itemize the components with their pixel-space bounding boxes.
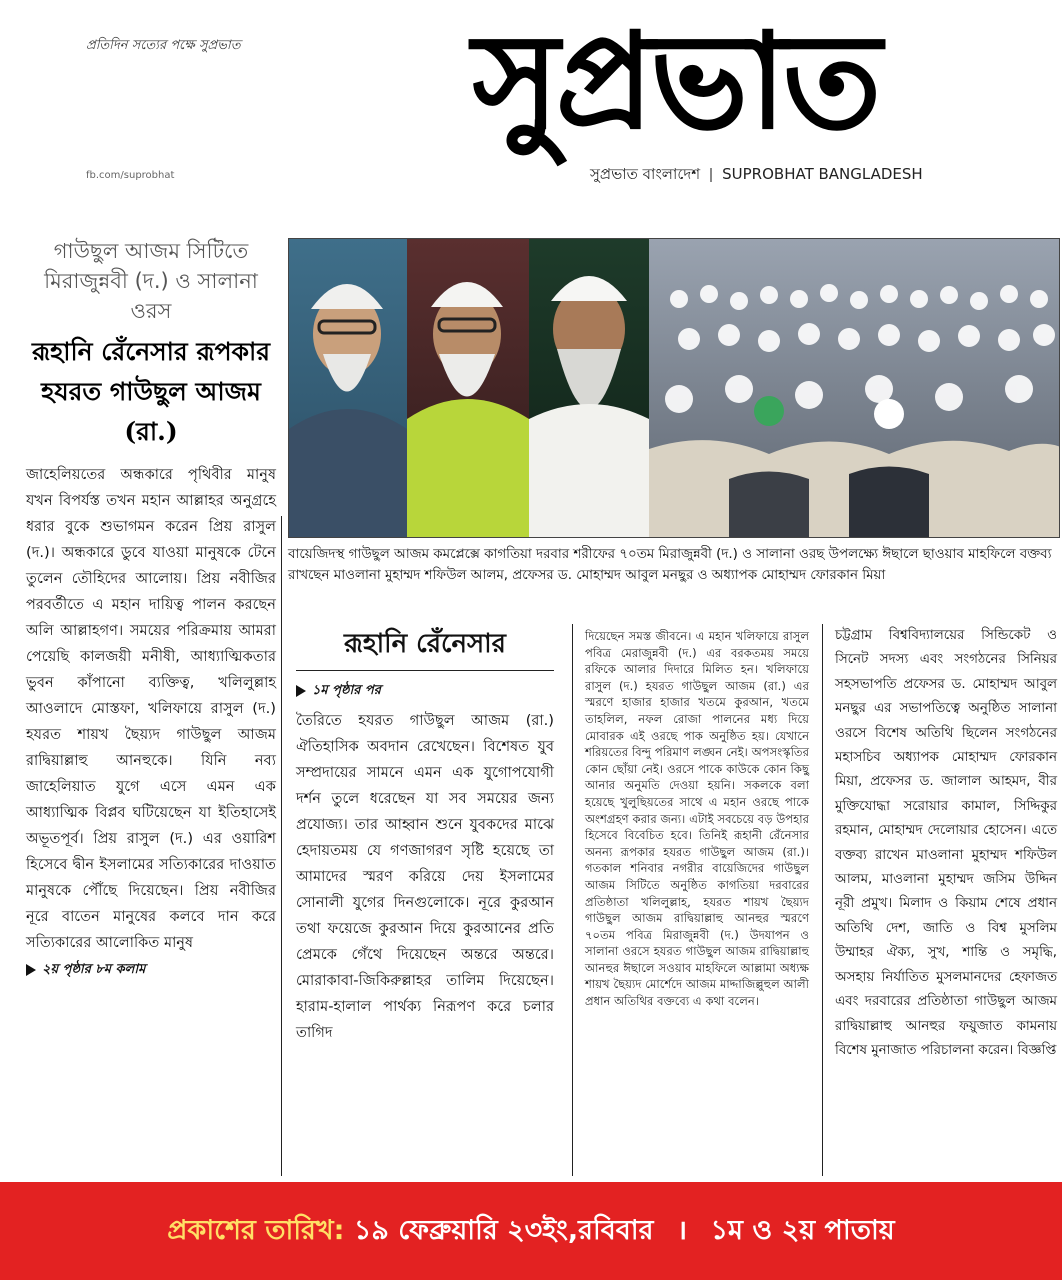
- story-headline: রূহানি রেঁনেসার রূপকার হযরত গাউছুল আজম (রা.): [31, 337, 271, 446]
- photo-caption: বায়েজিদস্থ গাউছুল আজম কমপ্লেক্সে কাগতিয়া দরবার শরীফের ৭০তম মিরাজুন্নবী (দ.) ও সালানা ওরছ উপলক্ষ্যে ঈছালে ছাওয়াব মাহফিলে বক্তব্য রাখছেন মাওলানা মুহাম্মদ শফিউল আলম, প্রফেসর ড. মোহাম্মদ আবুল মনছুর ও অধ্যাপক মোহাম্মদ ফোরকান মিয়া: [288, 547, 1052, 583]
- banner-pages: ১ম ও ২য় পাতায়: [710, 1215, 895, 1246]
- triangle-icon: [26, 964, 36, 976]
- banner-text: [0, 1182, 1062, 1280]
- banner-date: ১৯ ফেব্রুয়ারি ২৩ইং,রবিবার: [353, 1215, 654, 1246]
- jump-text: ২য় পৃষ্ঠার ৮ম কলাম: [42, 962, 146, 977]
- masthead-subtitle-en: SUPROBHAT BANGLADESH: [722, 165, 923, 183]
- masthead-subtitle: [590, 163, 923, 188]
- column-divider: [822, 624, 823, 1176]
- news-photo: [288, 238, 1060, 538]
- triangle-icon: [296, 685, 306, 697]
- banner-label: প্রকাশের তারিখ:: [167, 1215, 345, 1246]
- column-divider: [572, 624, 573, 1176]
- continued-from: [296, 681, 554, 702]
- continued-from-text: ১ম পৃষ্ঠার পর: [312, 683, 381, 698]
- story-body: জাহেলিয়তের অন্ধকারে পৃথিবীর মানুষ যখন বিপর্যস্ত তখন মহান আল্লাহর অনুগ্রহে ধরার বুকে শুভাগমন করেন প্রিয় রাসুল (দ.)। অন্ধকারে ডুবে যাওয়া মানুষকে টেনে তুলেন তৌহিদের আলোয়। প্রিয় নবীজির পরবর্তীতে এ মহান দায়িত্ব পালন করছেন অলি আল্লাহগণ। সময়ের পরিক্রমায় আমরা পেয়েছি কালজয়ী মনীষী, আধ্যাত্মিকতার ভুবন কাঁপানো ব্যক্তিত্ব, খলিলুল্লাহ আওলাদে মোস্তফা, খলিফায়ে রাসুল (দ.) হযরত শায়খ ছৈয়্যদ গাউছুল আজম রাদ্বিয়াল্লাহু আনহুকে। যিনি নব্য জাহেলিয়াত যুগে এসে এমন এক আধ্যাত্মিক বিপ্লব ঘটিয়েছেন যা ইতিহাসেই অভূতপূর্ব। প্রিয় রাসুল (দ.) এর ওয়ারিশ হিসেবে দ্বীন ইসলামের সত্যিকারের দাওয়াত মানুষকে পৌঁছে দিয়েছেন। প্রিয় নবীজির নূরে বাতেন মানুষের কলবে দান করে সত্যিকারের আলোকিত মানুষ: [26, 466, 276, 951]
- continued-story: [296, 624, 554, 1176]
- continued-heading: রূহানি রেঁনেসার: [296, 624, 554, 671]
- jump-line: [26, 960, 276, 981]
- continued-body-col3: দিয়েছেন সমস্ত জীবনে। এ মহান খলিফায়ে রাসুল পবিত্র মেরাজুন্নবী (দ.) এর বরকতময় সময়ে রফিকে আলার দিদারে মিলিত হন। খলিফায়ে রাসুল (দ.) হযরত গাউছুল আজম (রা.) এর স্মরণে হাজার হাজার খতমে কুরআন, খতমে তাহলিল, নফল রোজা পালনের মধ্য দিয়ে মোবারক এই ওরছে পাক অনুষ্ঠিত হয়। যেখানে শরিয়তের বিন্দু পরিমাণ লঙ্ঘন নেই। অপসংস্কৃতির কোন ছোঁয়া নেই। ওরসে পাকে কাউকে কোন কিছু আনার অনুমতি দেওয়া হয়নি। সকলকে বলা হয়েছে খুলুছিয়তের সাথে এ মহান ওরছে পাকে অংশগ্রহণ করার জন্য। এটাই সবচেয়ে বড় উপহার হিসেবে বিবেচিত হবে। তিনিই রূহানী রেঁনেসার অনন্য রূপকার হযরত গাউছুল আজম (রা.)। গতকাল শনিবার নগরীর বায়েজিদের গাউছুল আজম সিটিতে অনুষ্ঠিত কাগতিয়া দরবারের প্রতিষ্ঠাতা খলিলুল্লাহ, হযরত শায়খ ছৈয়্যদ গাউছুল আজম রাদ্বিয়াল্লাহু আনহুর স্মরণে ৭০তম পবিত্র মিরাজুন্নবী (দ.) উদযাপন ও সালানা ওরসে হযরত গাউছুল আজম রাদ্বিয়াল্লাহু আনহুর ঈছালে সওয়াব মাহফিলে আল্লামা অধ্যক্ষ শায়খ ছৈয়্যদ মোর্শেদে আজম মাদ্দাজিল্লুহুল আলী প্রধান অতিথির বক্তব্যে এ কথা বলেন।: [585, 629, 809, 1009]
- newspaper-logo: সুপ্রভাত: [472, 4, 878, 159]
- lead-story: [26, 236, 276, 1176]
- banner-separator: ।: [676, 1215, 688, 1246]
- masthead-tagline: প্রতিদিন সত্যের পক্ষে সুপ্রভাত: [86, 38, 241, 53]
- publication-date-banner: [0, 1182, 1062, 1280]
- masthead-url: fb.com/suprobhat: [86, 170, 175, 181]
- masthead: [0, 0, 1062, 200]
- column-divider: [281, 516, 282, 1176]
- photo-illustration: [289, 239, 1060, 538]
- divider: [710, 168, 712, 182]
- continued-body-col2: তৈরিতে হযরত গাউছুল আজম (রা.) ঐতিহাসিক অবদান রেখেছেন। বিশেষত যুব সম্প্রদায়ের সামনে এমন এক যুগোপযোগী দর্শন তুলে ধরেছেন যা সব সময়ের জন্য প্রযোজ্য। তার আহ্বান শুনে যুবকদের মাঝে হেদায়তময় যে গণজাগরণ সৃষ্টি হয়েছে তা আমাদের স্মরণ করিয়ে দেয় ইসলামের সোনালী যুগের দিনগুলোকে। নূরে কুরআন তথা ফয়েজে কুরআন দিয়ে কুরআনের প্রতি প্রেমকে গেঁথে দিয়েছেন অন্তরে অন্তরে। মোরাকাবা-জিকিরুল্লাহর তালিম দিয়েছেন। হারাম-হালাল পার্থক্য নিরূপণ করে চলার তাগিদ: [296, 712, 554, 1041]
- story-kicker: গাউছুল আজম সিটিতে মিরাজুন্নবী (দ.) ও সালানা ওরস: [44, 239, 258, 323]
- masthead-subtitle-bn: সুপ্রভাত বাংলাদেশ: [590, 165, 701, 183]
- continued-body-col4: চট্টগ্রাম বিশ্ববিদ্যালয়ের সিন্ডিকেট ও সিনেট সদস্য এবং সংগঠনের সিনিয়র সহসভাপতি প্রফেসর ড. মোহাম্মদ আবুল মনছুর এর সভাপতিত্বে অনুষ্ঠিত সালানা ওরসে বিশেষ অতিথি ছিলেন সংগঠনের মহাসচিব অধ্যাপক মোহাম্মদ ফোরকান মিয়া, প্রফেসর ড. জালাল আহমদ, বীর মুক্তিযোদ্ধা সরোয়ার কামাল, সিদ্দিকুর রহমান, মোহাম্মদ দেলোয়ার হোসেন। এতে বক্তব্য রাখেন মাওলানা মুহাম্মদ শফিউল আলম, মাওলানা মুহাম্মদ জসিম উদ্দিন নূরী প্রমুখ। মিলাদ ও কিয়াম শেষে প্রধান অতিথি দেশ, জাতি ও বিশ্ব মুসলিম উম্মাহর ঐক্য, সুখ, শান্তি ও সমৃদ্ধি, অসহায় নির্যাতিত মুসলমানদের হেফাজত এবং দরবারের প্রতিষ্ঠাতা গাউছুল আজম রাদ্বিয়াল্লাহু আনহুর ফয়ুজাত কামনায় বিশেষ মুনাজাত পরিচালনা করেন। বিজ্ঞপ্তি: [835, 628, 1057, 1058]
